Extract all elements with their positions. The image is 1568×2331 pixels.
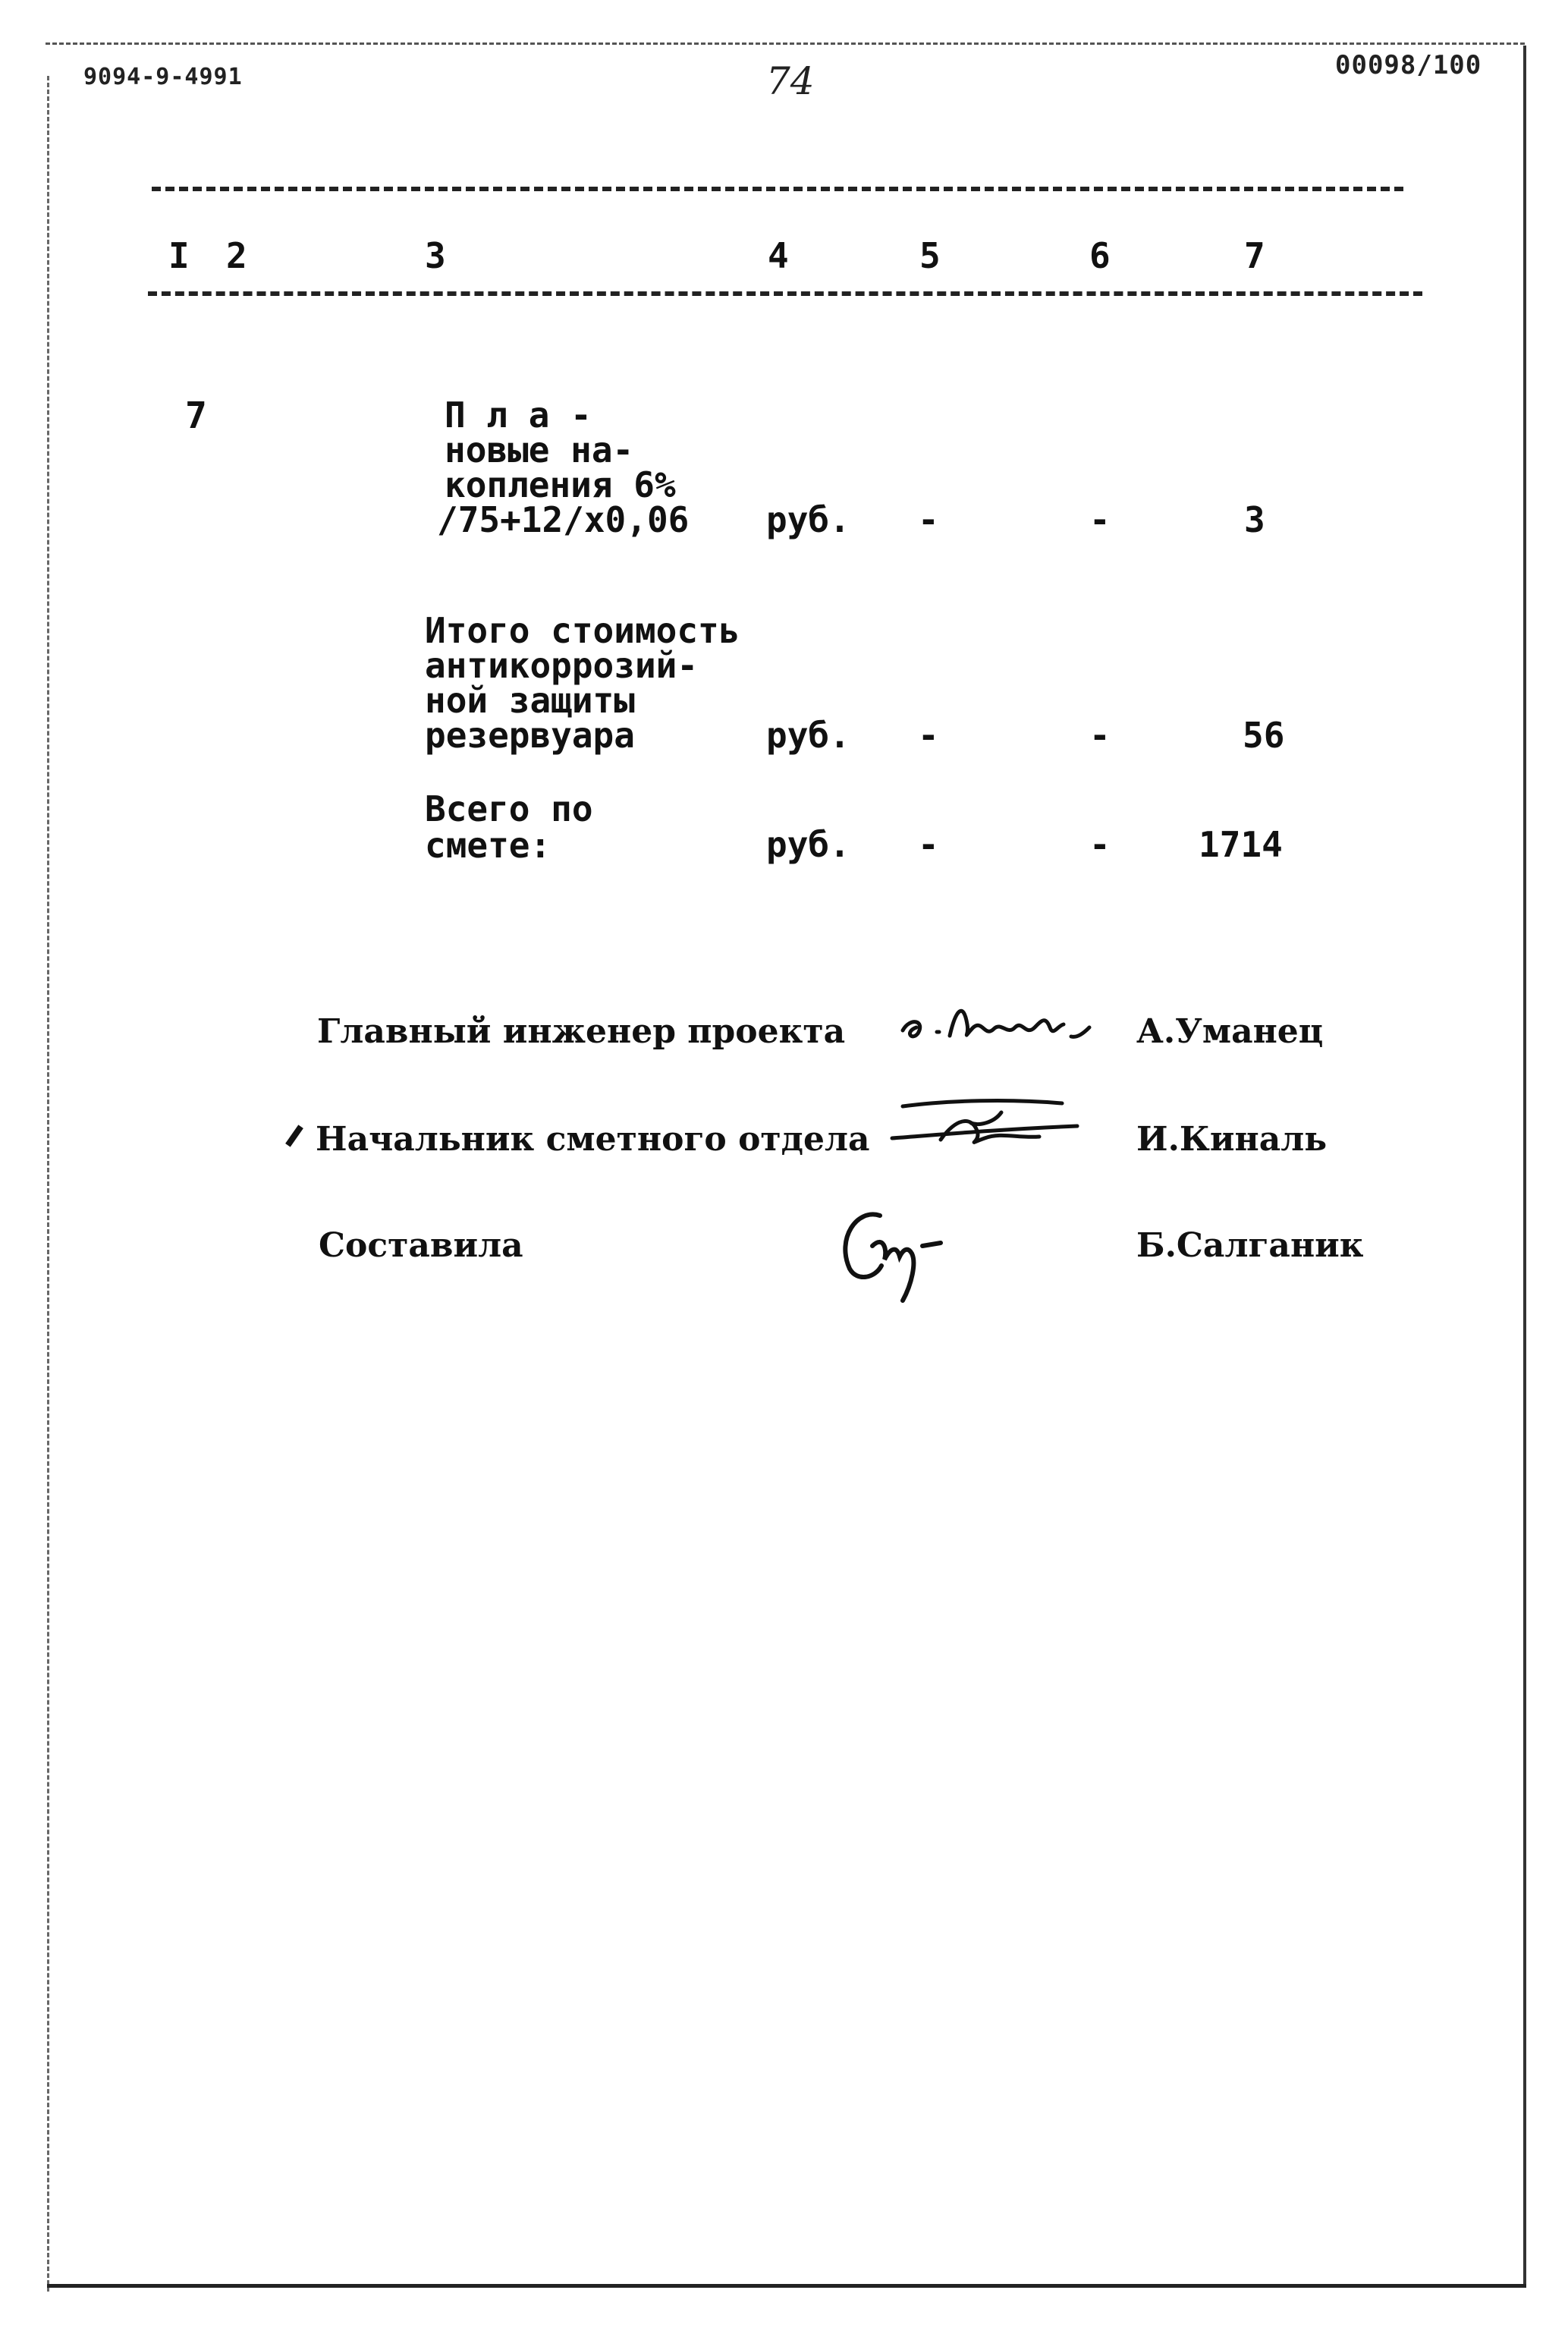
right-stamp: 00098/100 [1335,50,1482,80]
row-1-desc-line-3: копления 6% [445,464,676,505]
page-border-left [47,76,49,2292]
page-border-top [46,42,1525,45]
row-2-desc-line-1: Итого стоимость [425,610,740,651]
row-1-description [437,395,690,540]
row-2-desc-line-3: ной защиты [425,680,635,721]
row-1-number: 7 [185,395,207,437]
signature-title-compiled-by: Составила [319,1226,523,1265]
row-1-desc-line-2: новые на- [445,429,634,470]
column-header-3: 3 [425,235,446,276]
column-header-5: 5 [919,235,941,276]
row-3-desc-line-1: Всего по [425,788,593,829]
row-1-col7: 3 [1244,499,1265,540]
column-header-6: 6 [1089,235,1111,276]
row-3-col6: - [1089,824,1111,865]
row-2-desc-line-2: антикоррозий- [425,645,699,686]
row-3-description [425,788,593,866]
row-2-desc-line-4: резервуара [425,715,635,756]
page-border-bottom [47,2284,1526,2288]
row-2-col5: - [918,715,939,756]
signature-name-estimate-head: И.Киналь [1136,1120,1328,1159]
row-2-description [425,610,740,756]
signature-title-estimate-head: Начальник сметного отдела [316,1120,870,1159]
row-2-unit: руб. [766,715,850,756]
signature-name-compiled-by: Б.Салганик [1136,1226,1364,1265]
column-header-4: 4 [768,235,789,276]
column-header-7: 7 [1244,235,1265,276]
page-number: 74 [766,59,815,103]
row-1-unit: руб. [766,499,850,540]
page-border-right [1523,46,1526,2284]
left-stamp: 9094-9-4991 [83,64,243,90]
row-1-desc-line-1: П л а - [445,395,592,436]
header-rule-top [152,187,1403,191]
row-1-col6: - [1089,499,1111,540]
row-2-col6: - [1089,715,1111,756]
column-header-1: I [168,235,190,276]
row-1-desc-line-4: /75+12/x0,06 [437,499,690,540]
row-3-col5: - [918,824,939,865]
signature-name-chief-engineer: А.Уманец [1136,1012,1324,1051]
chief-engineer-signature [895,994,1123,1062]
column-header-2: 2 [226,235,247,276]
compiler-signature [827,1193,994,1314]
margin-tick-mark [285,1125,303,1147]
row-1-col5: - [918,499,939,540]
row-3-desc-line-2: смете: [425,825,551,866]
row-2-col7: 56 [1243,715,1285,756]
row-3-unit: руб. [766,824,850,865]
signature-title-chief-engineer: Главный инженер проекта [317,1012,846,1051]
estimate-head-signature [888,1093,1108,1161]
row-3-col7: 1714 [1199,824,1283,865]
header-rule-bottom [148,291,1422,296]
